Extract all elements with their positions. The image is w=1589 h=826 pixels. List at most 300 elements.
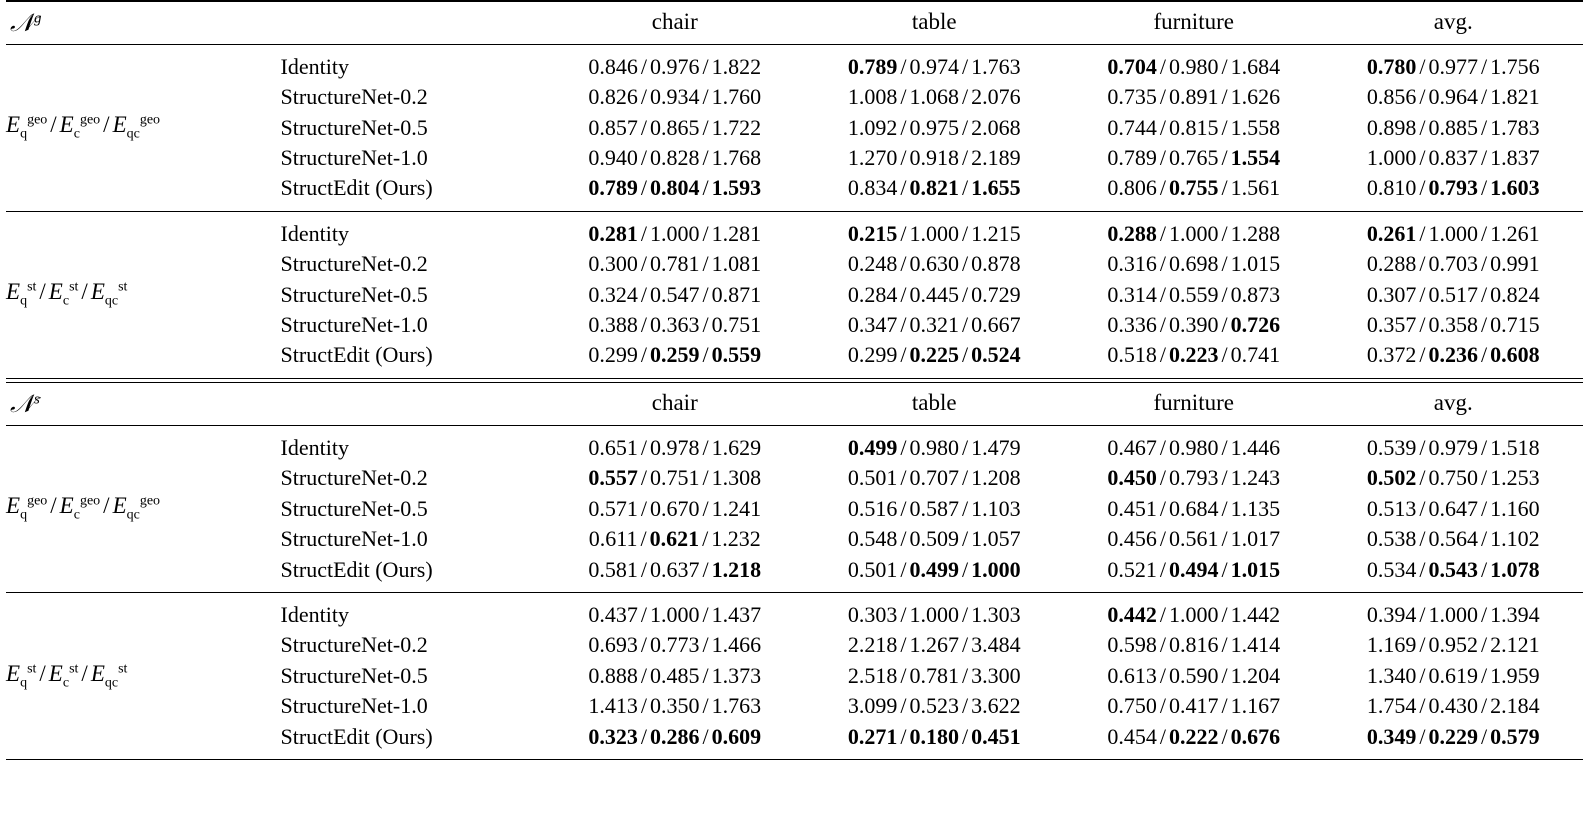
metric-value: 0.557: [588, 465, 638, 491]
metric-value: 0.806: [1107, 175, 1157, 201]
metric-value: 0.789: [588, 175, 638, 201]
metric-value: 0.288: [1366, 251, 1417, 277]
method-name: StructureNet-0.5: [280, 114, 428, 140]
metric-triplet: 0.613 / 0.590 / 1.204: [1107, 662, 1281, 688]
column-header: chair: [651, 8, 698, 34]
method-name: StructureNet-1.0: [280, 312, 428, 338]
header-corner: [6, 383, 281, 425]
metric-value: 0.976: [650, 53, 700, 79]
metric-value: 0.518: [1107, 342, 1157, 368]
metric-value: 1.160: [1490, 495, 1540, 521]
metric-value: 1.959: [1490, 662, 1540, 688]
metric-triplet: 0.215 / 1.000 / 1.215: [847, 220, 1021, 246]
metric-value: 0.286: [650, 723, 700, 749]
metric-value: 1.000: [909, 220, 959, 246]
metric-triplet: 0.454 / 0.222 / 0.676: [1107, 723, 1281, 749]
table-row: [6, 219, 1583, 249]
metric-value: 1.068: [909, 84, 959, 110]
metric-value: 0.789: [1107, 145, 1157, 171]
metric-value: 0.824: [1490, 281, 1540, 307]
metric-value: 2.518: [847, 662, 898, 688]
metric-value: 0.826: [588, 84, 638, 110]
metric-triplet: 1.413 / 0.350 / 1.763: [588, 693, 762, 719]
metric-value: 1.000: [1168, 220, 1219, 246]
metric-value: 0.539: [1366, 434, 1417, 460]
table-row: [6, 600, 1583, 630]
metric-triplet: 0.349 / 0.229 / 0.579: [1366, 723, 1540, 749]
metric-triplet: 0.516 / 0.587 / 1.103: [847, 495, 1021, 521]
metric-triplet: 0.581 / 0.637 / 1.218: [588, 556, 762, 582]
metric-value: 0.765: [1168, 145, 1219, 171]
metric-group-label: $E_q^{st} / E_c^{st} / E_{qc}^{st}$: [6, 279, 128, 309]
metric-value: 0.979: [1428, 434, 1478, 460]
metric-value: 1.169: [1366, 632, 1417, 658]
metric-value: 0.336: [1107, 312, 1157, 338]
metric-value: 1.394: [1490, 602, 1540, 628]
metric-value: 0.454: [1107, 723, 1157, 749]
metric-value: 1.092: [847, 114, 898, 140]
metric-value: 0.538: [1366, 526, 1417, 552]
column-header: avg.: [1433, 8, 1473, 34]
column-header: furniture: [1153, 8, 1234, 34]
metric-value: 0.347: [847, 312, 898, 338]
metric-triplet: 0.372 / 0.236 / 0.608: [1366, 342, 1540, 368]
metric-value: 1.437: [711, 602, 762, 628]
metric-triplet: 0.598 / 0.816 / 1.414: [1107, 632, 1281, 658]
metric-value: 0.744: [1107, 114, 1157, 140]
metric-triplet: 0.388 / 0.363 / 0.751: [588, 312, 762, 338]
method-name: StructureNet-0.5: [280, 281, 428, 307]
metric-value: 0.898: [1366, 114, 1417, 140]
metric-value: 0.857: [588, 114, 638, 140]
metric-value: 1.837: [1490, 145, 1540, 171]
metric-value: 0.704: [1107, 53, 1157, 79]
metric-triplet: 0.442 / 1.000 / 1.442: [1107, 602, 1281, 628]
metric-value: 0.523: [909, 693, 959, 719]
metric-value: 0.834: [847, 175, 898, 201]
metric-value: 0.502: [1366, 465, 1417, 491]
method-name: StructureNet-1.0: [280, 145, 428, 171]
metric-value: 0.885: [1428, 114, 1478, 140]
metric-value: 0.363: [650, 312, 700, 338]
method-name: StructureNet-0.5: [280, 662, 428, 688]
method-name: StructureNet-1.0: [280, 526, 428, 552]
metric-value: 1.303: [971, 602, 1021, 628]
metric-value: 0.804: [650, 175, 700, 201]
metric-value: 0.456: [1107, 526, 1157, 552]
method-name: StructureNet-0.2: [280, 251, 428, 277]
metric-value: 1.261: [1490, 220, 1540, 246]
metric-value: 0.288: [1107, 220, 1157, 246]
metric-value: 0.741: [1230, 342, 1281, 368]
metric-triplet: 0.299 / 0.259 / 0.559: [588, 342, 762, 368]
metric-value: 0.977: [1428, 53, 1478, 79]
metric-value: 0.821: [909, 175, 959, 201]
metric-value: 0.259: [650, 342, 700, 368]
metric-value: 1.015: [1230, 556, 1281, 582]
metric-triplet: 0.451 / 0.684 / 1.135: [1107, 495, 1281, 521]
column-header: chair: [651, 389, 698, 415]
metric-value: 1.000: [971, 556, 1021, 582]
metric-value: 1.479: [971, 434, 1021, 460]
metric-triplet: 0.856 / 0.964 / 1.821: [1366, 84, 1540, 110]
method-name: StructureNet-0.5: [280, 495, 428, 521]
metric-triplet: 0.299 / 0.225 / 0.524: [847, 342, 1021, 368]
metric-value: 0.261: [1366, 220, 1417, 246]
metric-triplet: 0.548 / 0.509 / 1.057: [847, 526, 1021, 552]
metric-value: 1.000: [1428, 220, 1478, 246]
metric-value: 0.751: [650, 465, 700, 491]
metric-value: 0.676: [1230, 723, 1281, 749]
metric-triplet: 0.288 / 1.000 / 1.288: [1107, 220, 1281, 246]
metric-triplet: 0.940 / 0.828 / 1.768: [588, 145, 762, 171]
row-spacer: [6, 204, 1583, 211]
metric-value: 3.622: [971, 693, 1021, 719]
metric-value: 1.208: [971, 465, 1021, 491]
metric-triplet: 0.271 / 0.180 / 0.451: [847, 723, 1021, 749]
metric-value: 1.000: [650, 220, 700, 246]
metric-value: 0.978: [650, 434, 700, 460]
metric-value: 1.413: [588, 693, 638, 719]
row-spacer: [6, 426, 1583, 433]
metric-value: 0.637: [650, 556, 700, 582]
metric-triplet: 0.693 / 0.773 / 1.466: [588, 632, 762, 658]
metric-value: 0.619: [1428, 662, 1478, 688]
metric-triplet: 0.300 / 0.781 / 1.081: [588, 251, 762, 277]
metric-triplet: 2.518 / 0.781 / 3.300: [847, 662, 1021, 688]
metric-value: 1.000: [1366, 145, 1417, 171]
metric-value: 0.651: [588, 434, 638, 460]
metric-triplet: 0.810 / 0.793 / 1.603: [1366, 175, 1540, 201]
metric-value: 1.000: [650, 602, 700, 628]
metric-value: 0.303: [847, 602, 898, 628]
header-method-blank: [281, 2, 546, 44]
metric-value: 0.991: [1490, 251, 1540, 277]
metric-value: 0.437: [588, 602, 638, 628]
metric-value: 1.215: [971, 220, 1021, 246]
metric-value: 0.321: [909, 312, 959, 338]
metric-value: 1.241: [711, 495, 762, 521]
metric-value: 0.281: [588, 220, 638, 246]
metric-value: 0.516: [847, 495, 898, 521]
metric-value: 0.442: [1107, 602, 1157, 628]
metric-value: 0.485: [650, 662, 700, 688]
method-name: StructureNet-1.0: [280, 693, 428, 719]
metric-triplet: 0.806 / 0.755 / 1.561: [1107, 175, 1281, 201]
network-symbol: 𝒩: [10, 388, 34, 418]
metric-triplet: 0.501 / 0.707 / 1.208: [847, 465, 1021, 491]
metric-value: 0.934: [650, 84, 700, 110]
metric-triplet: 1.092 / 0.975 / 2.068: [847, 114, 1021, 140]
metric-value: 2.076: [971, 84, 1021, 110]
metric-triplet: 0.744 / 0.815 / 1.558: [1107, 114, 1281, 140]
metric-value: 0.299: [847, 342, 898, 368]
metric-value: 0.755: [1168, 175, 1219, 201]
row-spacer: [6, 752, 1583, 759]
metric-value: 1.000: [1168, 602, 1219, 628]
metric-value: 0.248: [847, 251, 898, 277]
header-row: [6, 383, 1583, 425]
metric-triplet: 0.502 / 0.750 / 1.253: [1366, 465, 1540, 491]
metric-value: 0.975: [909, 114, 959, 140]
metric-value: 0.726: [1230, 312, 1281, 338]
table-rule-bottom: [6, 759, 1583, 761]
metric-value: 1.204: [1230, 662, 1281, 688]
metric-triplet: 1.169 / 0.952 / 2.121: [1366, 632, 1540, 658]
metric-value: 1.763: [711, 693, 762, 719]
metric-value: 1.000: [909, 602, 959, 628]
metric-value: 1.760: [711, 84, 762, 110]
metric-value: 0.467: [1107, 434, 1157, 460]
metric-value: 0.816: [1168, 632, 1219, 658]
metric-value: 0.667: [971, 312, 1021, 338]
metric-value: 0.284: [847, 281, 898, 307]
method-name: StructureNet-0.2: [280, 465, 428, 491]
metric-triplet: 0.357 / 0.358 / 0.715: [1366, 312, 1540, 338]
metric-triplet: 0.323 / 0.286 / 0.609: [588, 723, 762, 749]
metric-value: 1.603: [1490, 175, 1540, 201]
metric-value: 0.703: [1428, 251, 1478, 277]
metric-value: 0.445: [909, 281, 959, 307]
metric-triplet: 0.538 / 0.564 / 1.102: [1366, 526, 1540, 552]
metric-value: 1.102: [1490, 526, 1540, 552]
metric-triplet: 0.316 / 0.698 / 1.015: [1107, 251, 1281, 277]
metric-triplet: 0.501 / 0.499 / 1.000: [847, 556, 1021, 582]
metric-value: 3.099: [847, 693, 898, 719]
metric-value: 0.773: [650, 632, 700, 658]
metric-value: 0.534: [1366, 556, 1417, 582]
metric-value: 1.253: [1490, 465, 1540, 491]
metric-value: 1.232: [711, 526, 761, 552]
metric-value: 2.068: [971, 114, 1021, 140]
metric-value: 0.451: [1107, 495, 1157, 521]
metric-value: 0.548: [847, 526, 898, 552]
row-spacer: [6, 371, 1583, 378]
metric-value: 0.609: [711, 723, 762, 749]
metric-value: 1.414: [1230, 632, 1281, 658]
metric-value: 2.184: [1490, 693, 1540, 719]
metric-value: 0.815: [1168, 114, 1219, 140]
metric-value: 0.499: [847, 434, 898, 460]
metric-triplet: 0.704 / 0.980 / 1.684: [1107, 53, 1281, 79]
metric-triplet: 0.780 / 0.977 / 1.756: [1366, 53, 1540, 79]
metric-value: 0.299: [588, 342, 638, 368]
metric-value: 1.446: [1230, 434, 1281, 460]
metric-value: 1.593: [711, 175, 762, 201]
metric-value: 0.229: [1428, 723, 1478, 749]
metric-value: 0.316: [1107, 251, 1157, 277]
metric-triplet: 3.099 / 0.523 / 3.622: [847, 693, 1021, 719]
metric-value: 0.501: [847, 556, 898, 582]
metric-triplet: 0.826 / 0.934 / 1.760: [588, 84, 762, 110]
metric-value: 2.189: [971, 145, 1021, 171]
network-symbol: 𝒩: [10, 7, 34, 37]
metric-value: 1.081: [711, 251, 762, 277]
metric-value: 1.281: [711, 220, 762, 246]
metric-value: 2.121: [1490, 632, 1540, 658]
metric-value: 1.270: [847, 145, 898, 171]
metric-value: 0.865: [650, 114, 700, 140]
method-name: Identity: [280, 602, 349, 628]
metric-value: 1.768: [711, 145, 762, 171]
metric-value: 0.789: [847, 53, 898, 79]
metric-value: 1.763: [971, 53, 1021, 79]
metric-triplet: 1.754 / 0.430 / 2.184: [1366, 693, 1540, 719]
method-name: StructEdit (Ours): [280, 175, 433, 201]
metric-triplet: 0.834 / 0.821 / 1.655: [847, 175, 1021, 201]
metric-value: 1.722: [711, 114, 762, 140]
table-row: [6, 52, 1583, 82]
table-row: [6, 433, 1583, 463]
metric-value: 1.015: [1230, 251, 1281, 277]
metric-value: 1.373: [711, 662, 762, 688]
metric-value: 0.324: [588, 281, 638, 307]
metric-triplet: 1.008 / 1.068 / 2.076: [847, 84, 1021, 110]
metric-value: 0.693: [588, 632, 638, 658]
metric-value: 1.558: [1230, 114, 1281, 140]
method-name: Identity: [280, 53, 349, 79]
metric-value: 1.466: [711, 632, 762, 658]
metric-value: 0.350: [650, 693, 700, 719]
metric-value: 0.521: [1107, 556, 1157, 582]
metric-value: 0.684: [1168, 495, 1219, 521]
metric-value: 0.856: [1366, 84, 1417, 110]
method-name: StructEdit (Ours): [280, 342, 433, 368]
metric-triplet: 0.518 / 0.223 / 0.741: [1107, 342, 1281, 368]
metric-triplet: 0.651 / 0.978 / 1.629: [588, 434, 762, 460]
method-name: StructEdit (Ours): [280, 556, 433, 582]
metric-value: 0.781: [909, 662, 959, 688]
metric-value: 0.300: [588, 251, 638, 277]
metric-value: 0.698: [1168, 251, 1219, 277]
metric-value: 0.349: [1366, 723, 1417, 749]
metric-value: 0.590: [1168, 662, 1219, 688]
metric-value: 1.288: [1230, 220, 1281, 246]
column-header: table: [911, 8, 957, 34]
metric-value: 0.225: [909, 342, 959, 368]
metric-value: 0.751: [711, 312, 762, 338]
metric-triplet: 0.324 / 0.547 / 0.871: [588, 281, 762, 307]
metric-value: 0.828: [650, 145, 700, 171]
metric-value: 0.587: [909, 495, 959, 521]
metric-triplet: 0.557 / 0.751 / 1.308: [588, 465, 762, 491]
metric-value: 0.223: [1168, 342, 1219, 368]
method-name: Identity: [280, 220, 349, 246]
metric-value: 1.554: [1230, 145, 1281, 171]
metric-triplet: 0.261 / 1.000 / 1.261: [1366, 220, 1540, 246]
metric-triplet: 0.611 / 0.621 / 1.232: [588, 526, 761, 552]
row-spacer: [6, 212, 1583, 219]
metric-value: 1.218: [711, 556, 762, 582]
metric-triplet: 0.750 / 0.417 / 1.167: [1107, 693, 1281, 719]
metric-value: 0.513: [1366, 495, 1417, 521]
metric-value: 1.243: [1230, 465, 1281, 491]
metric-triplet: 0.450 / 0.793 / 1.243: [1107, 465, 1281, 491]
metric-value: 1.518: [1490, 434, 1540, 460]
metric-value: 0.735: [1107, 84, 1157, 110]
metric-value: 0.871: [711, 281, 762, 307]
metric-value: 0.358: [1428, 312, 1478, 338]
metric-value: 0.581: [588, 556, 638, 582]
metric-triplet: 0.521 / 0.494 / 1.015: [1107, 556, 1281, 582]
metric-value: 0.940: [588, 145, 638, 171]
metric-value: 1.340: [1366, 662, 1417, 688]
metric-value: 0.559: [711, 342, 762, 368]
column-header: avg.: [1433, 389, 1473, 415]
metric-triplet: 0.888 / 0.485 / 1.373: [588, 662, 762, 688]
metric-value: 3.300: [971, 662, 1021, 688]
metric-triplet: 0.284 / 0.445 / 0.729: [847, 281, 1021, 307]
metric-triplet: 0.571 / 0.670 / 1.241: [588, 495, 762, 521]
metric-value: 0.517: [1428, 281, 1478, 307]
metric-triplet: 0.539 / 0.979 / 1.518: [1366, 434, 1540, 460]
metric-triplet: 1.340 / 0.619 / 1.959: [1366, 662, 1540, 688]
metric-value: 0.388: [588, 312, 638, 338]
metric-value: 1.078: [1490, 556, 1540, 582]
metric-group-label: $E_q^{geo} / E_c^{geo} / E_{qc}^{geo}$: [6, 493, 161, 524]
metric-value: 0.964: [1428, 84, 1478, 110]
metric-value: 0.888: [588, 662, 638, 688]
metric-value: 0.394: [1366, 602, 1417, 628]
metric-value: 0.980: [1168, 53, 1219, 79]
metric-triplet: 0.347 / 0.321 / 0.667: [847, 312, 1021, 338]
metric-value: 0.707: [909, 465, 959, 491]
metric-value: 0.180: [909, 723, 959, 749]
metric-value: 0.837: [1428, 145, 1478, 171]
metric-value: 0.509: [909, 526, 959, 552]
metric-triplet: 0.789 / 0.765 / 1.554: [1107, 145, 1281, 171]
metric-triplet: 0.513 / 0.647 / 1.160: [1366, 495, 1540, 521]
metric-triplet: 0.857 / 0.865 / 1.722: [588, 114, 762, 140]
metric-value: 1.103: [971, 495, 1021, 521]
metric-triplet: 1.000 / 0.837 / 1.837: [1366, 145, 1540, 171]
metric-value: 0.543: [1428, 556, 1478, 582]
metric-value: 0.357: [1366, 312, 1417, 338]
metric-triplet: 0.394 / 1.000 / 1.394: [1366, 602, 1540, 628]
metric-triplet: 0.336 / 0.390 / 0.726: [1107, 312, 1281, 338]
metric-value: 0.952: [1428, 632, 1478, 658]
metric-value: 0.430: [1428, 693, 1478, 719]
metric-value: 0.793: [1428, 175, 1478, 201]
metric-value: 0.729: [971, 281, 1021, 307]
metric-triplet: 0.456 / 0.561 / 1.017: [1107, 526, 1281, 552]
metric-value: 3.484: [971, 632, 1021, 658]
metric-value: 0.547: [650, 281, 700, 307]
results-table: [6, 0, 1583, 760]
metric-value: 0.390: [1168, 312, 1219, 338]
metric-value: 0.236: [1428, 342, 1478, 368]
header-row: [6, 2, 1583, 44]
metric-value: 0.873: [1230, 281, 1281, 307]
method-name: StructEdit (Ours): [280, 723, 433, 749]
metric-value: 0.780: [1366, 53, 1417, 79]
metric-triplet: 2.218 / 1.267 / 3.484: [847, 632, 1021, 658]
metric-value: 0.271: [847, 723, 898, 749]
metric-value: 1.655: [971, 175, 1021, 201]
metric-value: 1.017: [1230, 526, 1281, 552]
metric-value: 0.918: [909, 145, 959, 171]
metric-triplet: 0.499 / 0.980 / 1.479: [847, 434, 1021, 460]
metric-value: 0.579: [1490, 723, 1540, 749]
metric-value: 0.323: [588, 723, 638, 749]
metric-value: 0.621: [649, 526, 700, 552]
metric-value: 1.684: [1230, 53, 1281, 79]
metric-triplet: 0.248 / 0.630 / 0.878: [847, 251, 1021, 277]
metric-value: 0.974: [909, 53, 959, 79]
metric-value: 1.626: [1230, 84, 1281, 110]
metric-value: 2.218: [847, 632, 898, 658]
metric-triplet: 0.314 / 0.559 / 0.873: [1107, 281, 1281, 307]
